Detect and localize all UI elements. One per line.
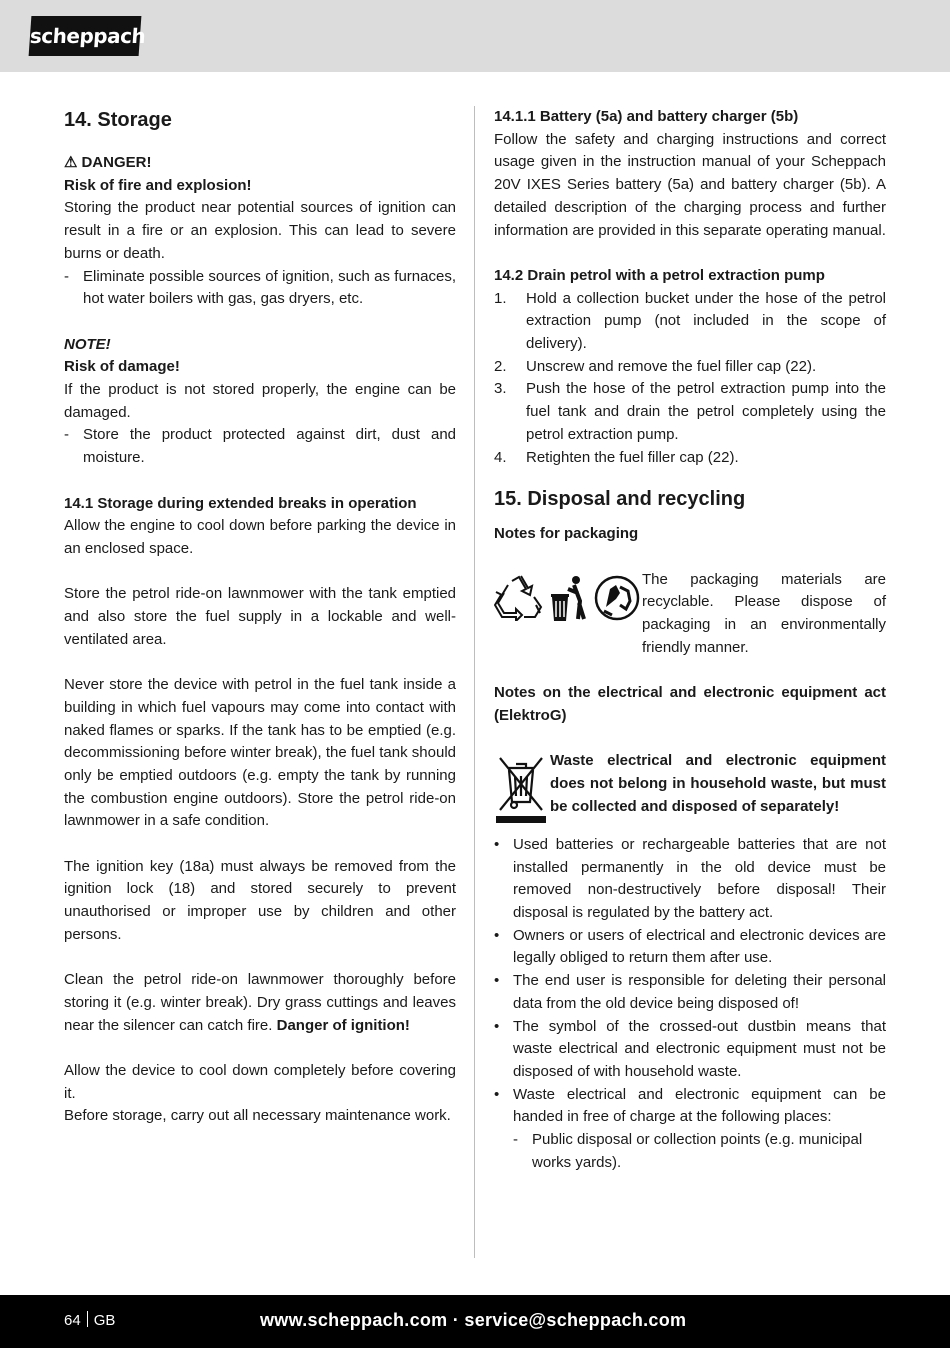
- list-item: • Used batteries or rechargeable batteries that are not installed permanently in the old device must be removed non-destructively before disposal! Their disposal is regulated by the battery act.: [494, 835, 886, 922]
- list-item: 4. Retighten the fuel filler cap (22).: [494, 448, 739, 466]
- section-14-2-heading: 14.2 Drain petrol with a petrol extraction pump: [494, 266, 825, 284]
- list-item: • Owners or users of electrical and electronic devices are legally obliged to return them after use.: [494, 926, 886, 967]
- column-divider: [474, 106, 475, 1258]
- note-subtitle: Risk of damage!: [64, 358, 180, 376]
- danger-label: ⚠ DANGER!: [64, 152, 456, 175]
- packaging-block: [494, 569, 886, 660]
- note-label: NOTE!: [64, 335, 111, 353]
- section-15-heading: 15. Disposal and recycling: [494, 488, 746, 511]
- section-14-1-heading: 14.1 Storage during extended breaks in operation: [64, 494, 417, 512]
- footer-website-link[interactable]: www.scheppach.com · service@scheppach.com: [260, 1310, 687, 1330]
- paragraph: Allow the device to cool down completely before covering it.: [64, 1062, 456, 1102]
- recycle-icon: [494, 575, 544, 621]
- weee-icon-wrap: [494, 750, 550, 834]
- right-column: [494, 106, 886, 1174]
- danger-subtitle: Risk of fire and explosion!: [64, 176, 252, 194]
- list-item: • Waste electrical and electronic equipment can be handed in free of charge at the following places:: [494, 1085, 886, 1126]
- steps-list: [494, 288, 886, 470]
- paragraph: Clean the petrol ride-on lawnmower thoroughly before storing it (e.g. winter break). Dry grass cuttings and leaves near the silencer can catch fire. Danger of ignition!: [64, 971, 456, 1034]
- crossed-out-bin-icon: [494, 752, 548, 826]
- weee-block: [494, 750, 886, 834]
- paragraph: Follow the safety and charging instructions and correct usage given in the instruction manual of your Scheppach 20V IXES Series battery (5a) and battery charger (5b). A detailed description of the charging process and further information are provided in this separate operating manual.: [494, 130, 886, 239]
- scheppach-logo: scheppach: [29, 16, 142, 56]
- disposal-bullets: [494, 834, 886, 1175]
- list-sub-item: - Public disposal or collection points (e.g. municipal works yards).: [513, 1131, 863, 1171]
- list-item: 2. Unscrew and remove the fuel filler cap (22).: [494, 357, 817, 375]
- paragraph: Store the petrol ride-on lawnmower with the tank emptied and also store the fuel supply in a lockable and well-ventilated area.: [64, 585, 456, 648]
- note-dash-item: - Store the product protected against dirt, dust and moisture.: [64, 426, 456, 467]
- danger-text: Storing the product near potential sources of ignition can result in a fire or an explosion. This can lead to severe burns or death.: [64, 199, 456, 262]
- list-item: • The end user is responsible for deleting their personal data from the old device being disposed of!: [494, 972, 886, 1012]
- paragraph: Allow the engine to cool down before parking the device in an enclosed space.: [64, 517, 456, 557]
- weee-text: Waste electrical and electronic equipment does not belong in household waste, but must be collected and disposed of separately!: [550, 752, 886, 815]
- paragraph: The ignition key (18a) must always be removed from the ignition lock (18) and stored securely to prevent unauthorised or improper use by children and other persons.: [64, 857, 456, 943]
- paragraph: Never store the device with petrol in the fuel tank inside a building in which fuel vapours may come into contact with naked flames or sparks. If the tank has to be emptied (e.g. decommissioning before winter break), the fuel tank should only be emptied outdoors (e.g. empty the tank by running the combustion engine outdoors). Store the petrol ride-on lawnmower in a safe condition.: [64, 676, 456, 830]
- section-14-1-1-heading: 14.1.1 Battery (5a) and battery charger (5b): [494, 108, 799, 125]
- packaging-icons: [494, 569, 642, 621]
- packaging-heading: Notes for packaging: [494, 525, 639, 543]
- list-item: 1. Hold a collection bucket under the hose of the petrol extraction pump (not included in the scope of delivery).: [494, 289, 886, 353]
- page-number: 64 GB: [64, 1312, 116, 1329]
- elektrog-heading: Notes on the electrical and electronic equipment act (ElektroG): [494, 684, 886, 724]
- section-14-heading: 14. Storage: [64, 109, 172, 131]
- page-header: [0, 0, 950, 72]
- paragraph: Before storage, carry out all necessary maintenance work.: [64, 1107, 451, 1125]
- packaging-text: The packaging materials are recyclable. Please dispose of packaging in an environmentally friendly manner.: [642, 570, 886, 656]
- note-text: If the product is not stored properly, the engine can be damaged.: [64, 381, 456, 421]
- left-column: [64, 106, 456, 1128]
- list-item: • The symbol of the crossed-out dustbin means that waste electrical and electronic equipment must not be disposed of with household waste.: [494, 1017, 886, 1080]
- warning-triangle-icon: ⚠: [64, 154, 78, 171]
- tidy-man-icon: [548, 575, 590, 621]
- page-footer: [0, 1295, 950, 1348]
- list-item: 3. Push the hose of the petrol extraction pump into the fuel tank and drain the petrol completely using the petrol extraction pump.: [494, 380, 886, 443]
- recycle-hands-icon: [594, 575, 640, 621]
- danger-dash-item: - Eliminate possible sources of ignition, such as furnaces, hot water boilers with gas, gas dryers, etc.: [64, 267, 456, 308]
